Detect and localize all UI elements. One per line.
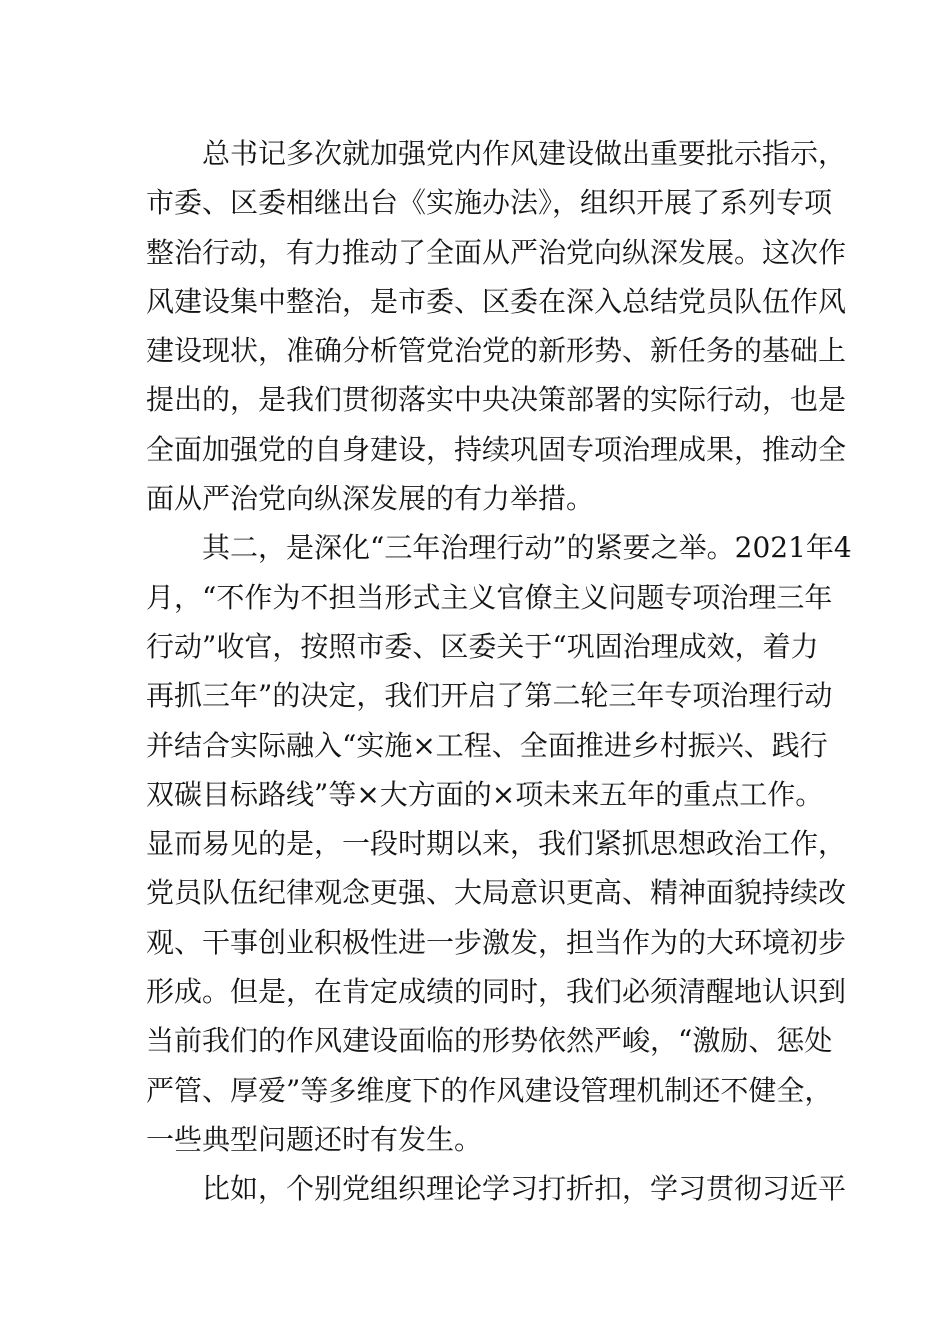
paragraph-2-line-11: 当前我们的作风建设面临的形势依然严峻，“激励、惩处 [146,1024,833,1058]
paragraph-2-line-6: 双碳目标路线”等×大方面的×项未来五年的重点工作。 [146,777,824,811]
paragraph-2-line-5: 并结合实际融入“实施×工程、全面推进乡村振兴、践行 [146,728,828,762]
paragraph-1-line-3: 整治行动，有力推动了全面从严治党向纵深发展。这次作 [146,235,847,269]
paragraph-1-line-6: 提出的，是我们贯彻落实中央决策部署的实际行动，也是 [146,383,847,417]
paragraph-3-line-1: 比如，个别党组织理论学习打折扣，学习贯彻习近平 [202,1172,847,1206]
paragraph-2-line-7: 显而易见的是，一段时期以来，我们紧抓思想政治工作， [146,827,847,861]
paragraph-1-line-7: 全面加强党的自身建设，持续巩固专项治理成果，推动全 [146,432,847,466]
paragraph-1-line-8: 面从严治党向纵深发展的有力举措。 [146,482,595,516]
body-text [146,129,852,1214]
paragraph-2-line-1: 其二，是深化“三年治理行动”的紧要之举。2021年4 [202,531,852,565]
paragraph-2-line-9: 观、干事创业积极性进一步激发，担当作为的大环境初步 [146,925,847,959]
paragraph-1-line-2: 市委、区委相继出台《实施办法》，组织开展了系列专项 [146,186,833,220]
paragraph-1-line-5: 建设现状，准确分析管党治党的新形势、新任务的基础上 [146,334,847,368]
paragraph-2-line-12: 严管、厚爱”等多维度下的作风建设管理机制还不健全， [146,1073,833,1107]
paragraph-2-line-10: 形成。但是，在肯定成绩的同时，我们必须清醒地认识到 [146,975,847,1009]
paragraph-2-line-13: 一些典型问题还时有发生。 [146,1122,483,1156]
paragraph-2-line-3: 行动”收官，按照市委、区委关于“巩固治理成效，着力 [146,629,819,663]
paragraph-1-line-1: 总书记多次就加强党内作风建设做出重要批示指示， [202,137,847,170]
paragraph-2-line-2: 月，“不作为不担当形式主义官僚主义问题专项治理三年 [146,580,833,614]
paragraph-2-line-8: 党员队伍纪律观念更强、大局意识更高、精神面貌持续改 [146,876,847,910]
paragraph-1-line-4: 风建设集中整治，是市委、区委在深入总结党员队伍作风 [146,284,847,318]
paragraph-2-line-4: 再抓三年”的决定，我们开启了第二轮三年专项治理行动 [146,679,833,713]
